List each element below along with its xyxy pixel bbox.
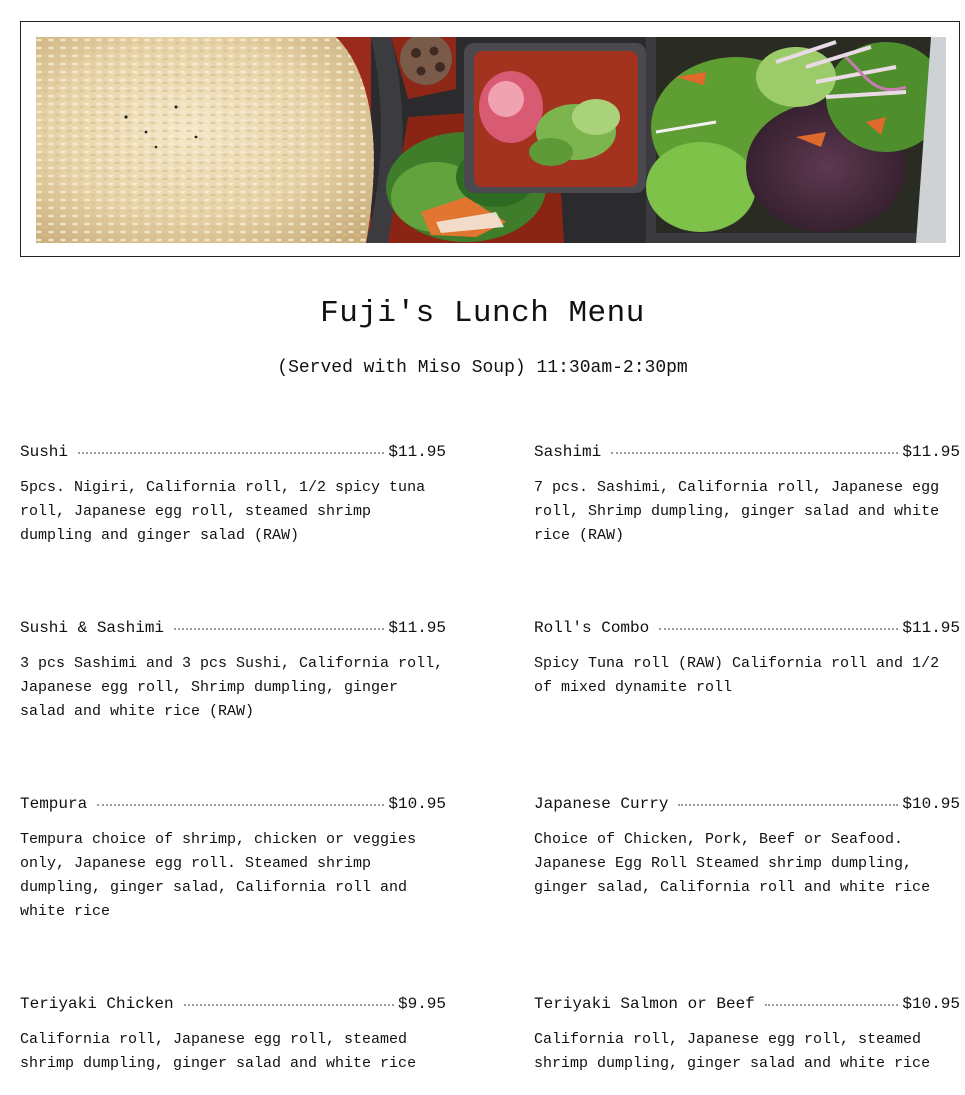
- dotted-leader: [611, 452, 898, 454]
- menu-item-header: [20, 993, 446, 1015]
- menu-item-price: $11.95: [902, 619, 960, 637]
- menu-item-name: Teriyaki Salmon or Beef: [534, 995, 755, 1013]
- menu-item-sushi: [20, 441, 446, 548]
- menu-item-description: 7 pcs. Sashimi, California roll, Japanese egg roll, Shrimp dumpling, ginger salad and white rice (RAW): [534, 479, 940, 544]
- menu-item-description: Spicy Tuna roll (RAW) California roll and 1/2 of mixed dynamite roll: [534, 655, 940, 696]
- menu-item-header: [20, 793, 446, 815]
- menu-title: Fuji's Lunch Menu: [320, 296, 645, 331]
- menu-item-sashimi: [534, 441, 960, 548]
- dotted-leader: [174, 628, 384, 630]
- menu-item-teriyaki-chicken: [20, 993, 446, 1076]
- menu-item-header: [534, 617, 960, 639]
- menu-item-header: [20, 617, 446, 639]
- menu-item-name: Tempura: [20, 795, 88, 813]
- menu-item-description: 3 pcs Sashimi and 3 pcs Sushi, California roll, Japanese egg roll, Shrimp dumpling, ginger salad and white rice (RAW): [20, 655, 444, 720]
- menu-item-price: $11.95: [902, 443, 960, 461]
- menu-item-rolls-combo: [534, 617, 960, 700]
- menu-item-name: Sushi & Sashimi: [20, 619, 165, 637]
- menu-item-name: Roll's Combo: [534, 619, 650, 637]
- dotted-leader: [97, 804, 384, 806]
- menu-item-description: Tempura choice of shrimp, chicken or veggies only, Japanese egg roll. Steamed shrimp dumpling, ginger salad, California roll and white rice: [20, 831, 417, 920]
- menu-item-price: $11.95: [388, 619, 446, 637]
- menu-item-price: $9.95: [397, 995, 446, 1013]
- dotted-leader: [659, 628, 898, 630]
- menu-item-price: $10.95: [902, 795, 960, 813]
- menu-item-description: Choice of Chicken, Pork, Beef or Seafood. Japanese Egg Roll Steamed shrimp dumpling, ginger salad, California roll and white rice: [534, 831, 931, 896]
- menu-item-price: $10.95: [902, 995, 960, 1013]
- menu-item-description: 5pcs. Nigiri, California roll, 1/2 spicy tuna roll, Japanese egg roll, steamed shrimp dumpling and ginger salad (RAW): [20, 479, 426, 544]
- menu-item-name: Sashimi: [534, 443, 602, 461]
- bento-box-photo: [36, 37, 946, 243]
- banner-frame: [20, 21, 960, 257]
- menu-item-header: [534, 993, 960, 1015]
- menu-item-name: Teriyaki Chicken: [20, 995, 174, 1013]
- menu-item-name: Japanese Curry: [534, 795, 669, 813]
- menu-item-header: [534, 793, 960, 815]
- menu-item-japanese-curry: [534, 793, 960, 900]
- menu-item-description: California roll, Japanese egg roll, steamed shrimp dumpling, ginger salad and white rice: [20, 1031, 417, 1072]
- dotted-leader: [765, 1004, 899, 1006]
- menu-item-teriyaki-salmon-beef: [534, 993, 960, 1076]
- menu-item-price: $10.95: [388, 795, 446, 813]
- menu-item-header: [534, 441, 960, 463]
- dotted-leader: [78, 452, 384, 454]
- dotted-leader: [184, 1004, 394, 1006]
- menu-item-header: [20, 441, 446, 463]
- menu-item-name: Sushi: [20, 443, 69, 461]
- menu-subtitle: (Served with Miso Soup) 11:30am-2:30pm: [277, 358, 688, 378]
- menu-item-price: $11.95: [388, 443, 446, 461]
- menu-item-tempura: [20, 793, 446, 924]
- menu-item-sushi-sashimi: [20, 617, 446, 724]
- menu-item-description: California roll, Japanese egg roll, steamed shrimp dumpling, ginger salad and white rice: [534, 1031, 931, 1072]
- dotted-leader: [678, 804, 898, 806]
